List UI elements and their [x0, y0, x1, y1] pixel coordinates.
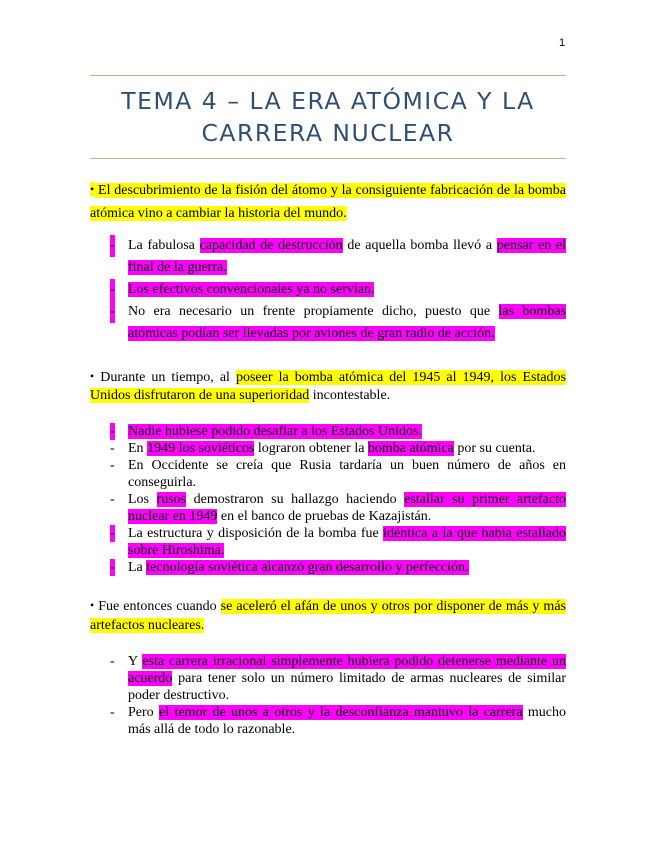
text-segment: Y	[128, 654, 143, 669]
text-segment: En	[128, 441, 148, 456]
text-segment: por su cuenta.	[453, 441, 536, 456]
dash-marker: -	[110, 458, 115, 473]
dash-marker: -	[110, 654, 115, 669]
title-rule-top	[90, 75, 566, 76]
text-segment: lograron obtener la	[254, 441, 368, 456]
list-item	[90, 457, 566, 491]
highlight-magenta: el temor de unos a otros y la desconfianza mantuvo la carrera	[159, 705, 523, 720]
highlight-magenta: bomba atómica	[367, 441, 454, 456]
page-title	[90, 85, 566, 149]
list-item	[90, 704, 566, 738]
highlight-yellow: poseer la bomba atómica del 1945 al 1949, los Estados Unidos disfrutaron de una superioridad	[90, 370, 566, 403]
dash-marker: -	[110, 705, 115, 720]
text-segment: Pero	[128, 705, 160, 720]
section-1-intro	[90, 178, 566, 225]
dash-marker: -	[110, 424, 115, 439]
highlight-magenta: rusos	[156, 492, 187, 507]
highlight-magenta: idéntica a la que había estallado sobre Hiroshima.	[128, 526, 566, 558]
text-segment: para tener solo un número limitado de armas nucleares de similar poder destructivo.	[128, 671, 566, 703]
list-item	[90, 423, 566, 440]
highlight-magenta: 1949 los soviéticos	[147, 441, 255, 456]
highlight-magenta: estallar su primer artefacto nuclear en 1949	[128, 492, 566, 524]
highlight-magenta: pensar en el final de la guerra.	[128, 238, 566, 275]
highlight-magenta: Los efectivos convencionales ya no servían.	[128, 282, 375, 297]
list-item	[90, 235, 566, 279]
text-segment: La	[128, 560, 147, 575]
bullet-marker: •	[90, 182, 95, 196]
list-item	[90, 301, 566, 345]
dash-marker: -	[110, 235, 115, 257]
list-item	[90, 279, 566, 301]
text-segment: No era necesario un frente propiamente dicho, puesto que	[128, 304, 499, 319]
highlight-magenta: esta carrera irracional simplemente hubiera podido detenerse mediante un acuerdo	[128, 654, 566, 686]
highlight-magenta: las bombas atómicas podían ser llevadas por aviones de gran radio de acción.	[128, 304, 566, 341]
dash-marker: -	[110, 279, 115, 301]
bullet-marker: •	[90, 369, 95, 383]
title-rule-bottom	[90, 158, 566, 159]
list-item	[90, 491, 566, 525]
highlight-magenta: tecnología soviética alcanzó gran desarrollo y perfección.	[146, 560, 469, 575]
bullet-marker: •	[90, 598, 95, 612]
highlight-magenta: Nadie hubiese podido desafiar a los Estados Unidos.	[128, 424, 422, 439]
document-body	[90, 178, 566, 738]
text-segment: en el banco de pruebas de Kazajistán.	[217, 509, 432, 524]
dash-marker: -	[110, 526, 115, 541]
title-line-2: CARRERA NUCLEAR	[201, 119, 455, 147]
section-1-list	[90, 235, 566, 345]
dash-marker: -	[110, 492, 115, 507]
text-segment: Fue entonces cuando	[94, 599, 221, 614]
text-segment: demostraron su hallazgo haciendo	[186, 492, 405, 507]
section-2-list	[90, 423, 566, 576]
section-3-intro	[90, 596, 566, 635]
list-item	[90, 653, 566, 704]
section-2-intro	[90, 367, 566, 405]
text-segment: incontestable.	[309, 388, 391, 403]
text-segment: La estructura y disposición de la bomba fue	[128, 526, 384, 541]
dash-marker: -	[110, 441, 115, 456]
dash-marker: -	[110, 560, 115, 575]
highlight-magenta: capacidad de destrucción	[199, 238, 343, 253]
title-line-1: TEMA 4 – LA ERA ATÓMICA Y LA	[121, 87, 535, 115]
page-number: 1	[559, 37, 566, 49]
text-segment: Durante un tiempo, al	[94, 370, 236, 385]
highlight-yellow: El descubrimiento de la fisión del átomo y la consiguiente fabricación de la bomba atómica vino a cambiar la historia del mundo.	[90, 183, 566, 221]
text-segment: En Occidente se creía que Rusia tardaría un buen número de años en conseguirla.	[128, 458, 566, 490]
dash-marker: -	[110, 301, 115, 323]
list-item	[90, 525, 566, 559]
text-segment: mucho más allá de todo lo razonable.	[128, 705, 566, 737]
text-segment: Los	[128, 492, 157, 507]
text-segment: de aquella bomba llevó a	[342, 238, 497, 253]
text-segment: La fabulosa	[128, 238, 200, 253]
list-item	[90, 559, 566, 576]
list-item	[90, 440, 566, 457]
section-3-list	[90, 653, 566, 738]
highlight-yellow: se aceleró el afán de unos y otros por disponer de más y más artefactos nucleares.	[90, 599, 566, 633]
